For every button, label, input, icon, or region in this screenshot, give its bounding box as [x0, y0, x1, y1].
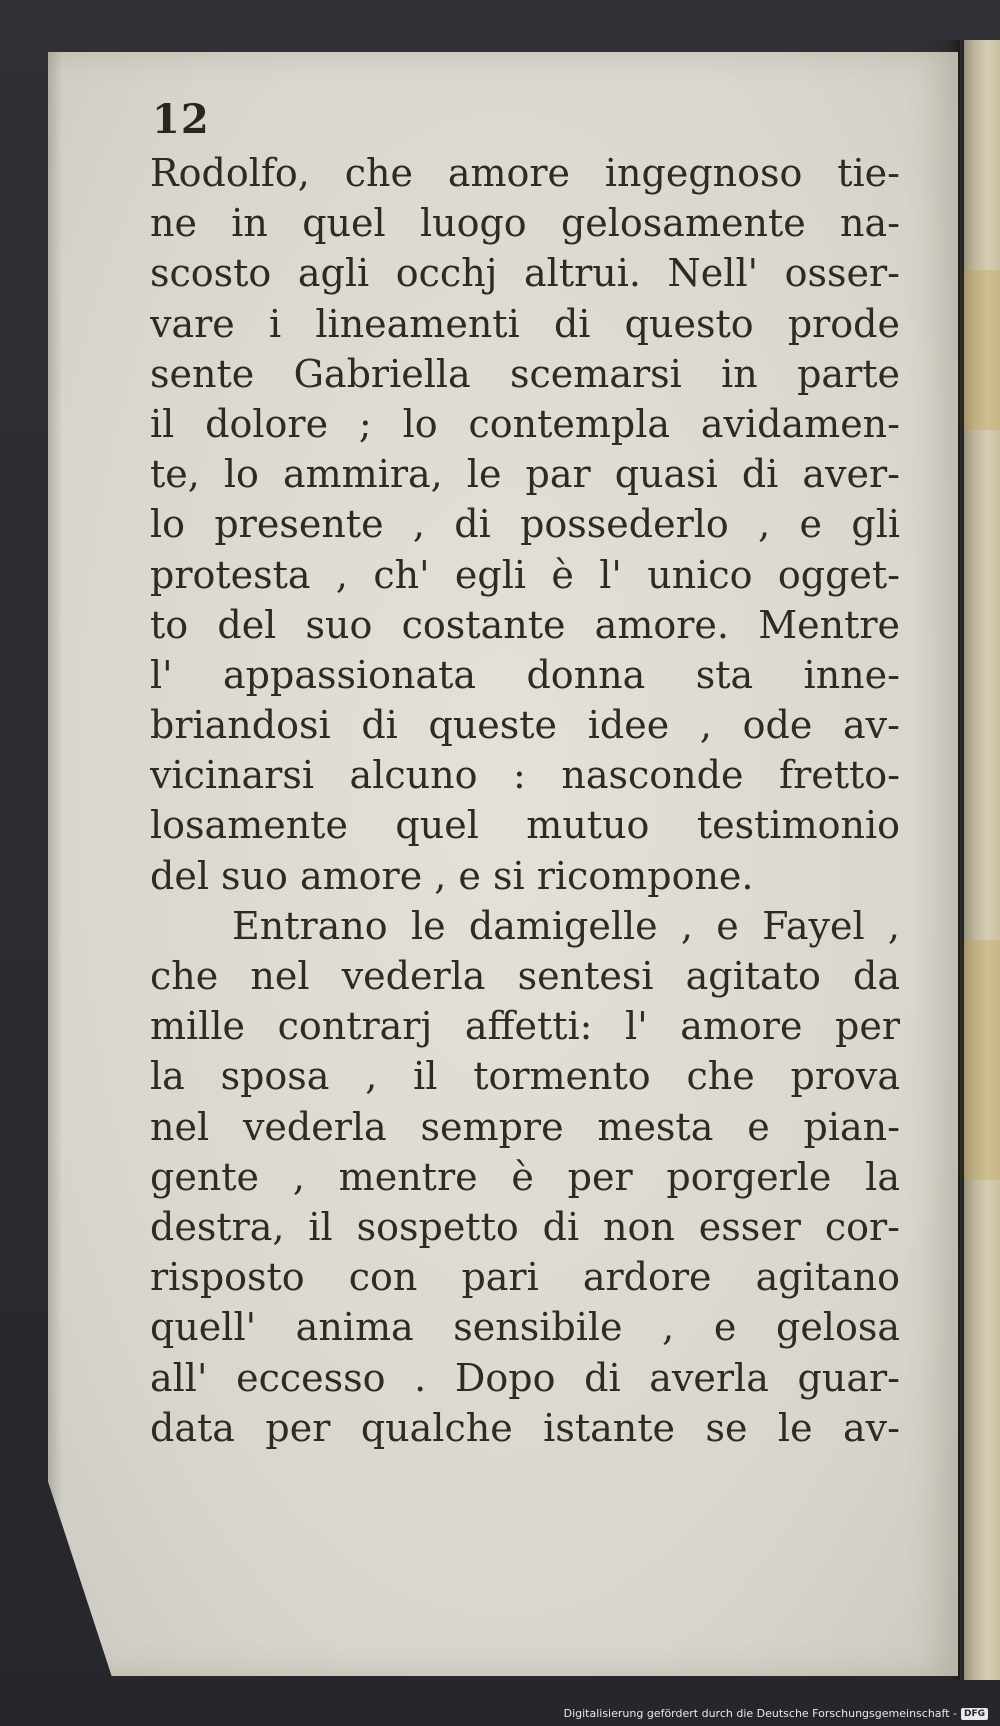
text-line: losamente quel mutuo testimonio — [150, 803, 900, 848]
digitization-credit — [564, 1707, 988, 1720]
text-line: gente , mentre è per porgerle la — [150, 1154, 900, 1199]
adjacent-page-edge — [960, 40, 1000, 1680]
text-line: te, lo ammira, le par quasi di aver- — [150, 452, 900, 497]
text-line: lo presente , di possederlo , e gli — [150, 502, 900, 547]
text-line: briandosi di queste idee , ode av- — [150, 703, 900, 748]
text-line: il dolore ; lo contempla avidamen- — [150, 401, 900, 446]
text-line: risposto con pari ardore agitano — [150, 1255, 900, 1300]
text-line: to del suo costante amore. Mentre — [150, 602, 900, 647]
text-line: quell' anima sensibile , e gelosa — [150, 1305, 900, 1350]
text-line: all' eccesso . Dopo di averla guar- — [150, 1355, 900, 1400]
text-line: ne in quel luogo gelosamente na- — [150, 201, 900, 246]
text-line: nel vederla sempre mesta e pian- — [150, 1104, 900, 1149]
page-left-edge — [48, 52, 62, 1676]
text-line: destra, il sospetto di non esser cor- — [150, 1204, 900, 1249]
text-line: vicinarsi alcuno : nasconde fretto- — [150, 753, 900, 798]
text-line: la sposa , il tormento che prova — [150, 1054, 900, 1099]
text-line: protesta , ch' egli è l' unico ogget- — [150, 552, 900, 597]
text-line: Rodolfo, che amore ingegnoso tie- — [150, 151, 900, 195]
text-line: del suo amore , e si ricompone. — [150, 853, 754, 898]
body-text — [150, 148, 900, 1453]
text-line: mille contrarj affetti: l' amore per — [150, 1004, 900, 1049]
dfg-logo: DFG — [961, 1708, 988, 1720]
text-line: scosto agli occhj altrui. Nell' osser- — [150, 251, 900, 296]
stain — [960, 270, 1000, 430]
text-line: data per qualche istante se le av- — [150, 1405, 900, 1450]
text-line: sente Gabriella scemarsi in parte — [150, 351, 900, 396]
text-line: che nel vederla sentesi agitato da — [150, 954, 900, 998]
text-line: Entrano le damigelle , e Fayel , — [232, 903, 900, 948]
text-line: l' appassionata donna sta inne- — [150, 652, 900, 697]
text-line: vare i lineamenti di questo prode — [150, 301, 900, 346]
page-number: 12 — [152, 96, 210, 143]
stain — [960, 940, 1000, 1180]
credit-text: Digitalisierung gefördert durch die Deutsche Forschungsgemeinschaft - — [563, 1707, 957, 1720]
